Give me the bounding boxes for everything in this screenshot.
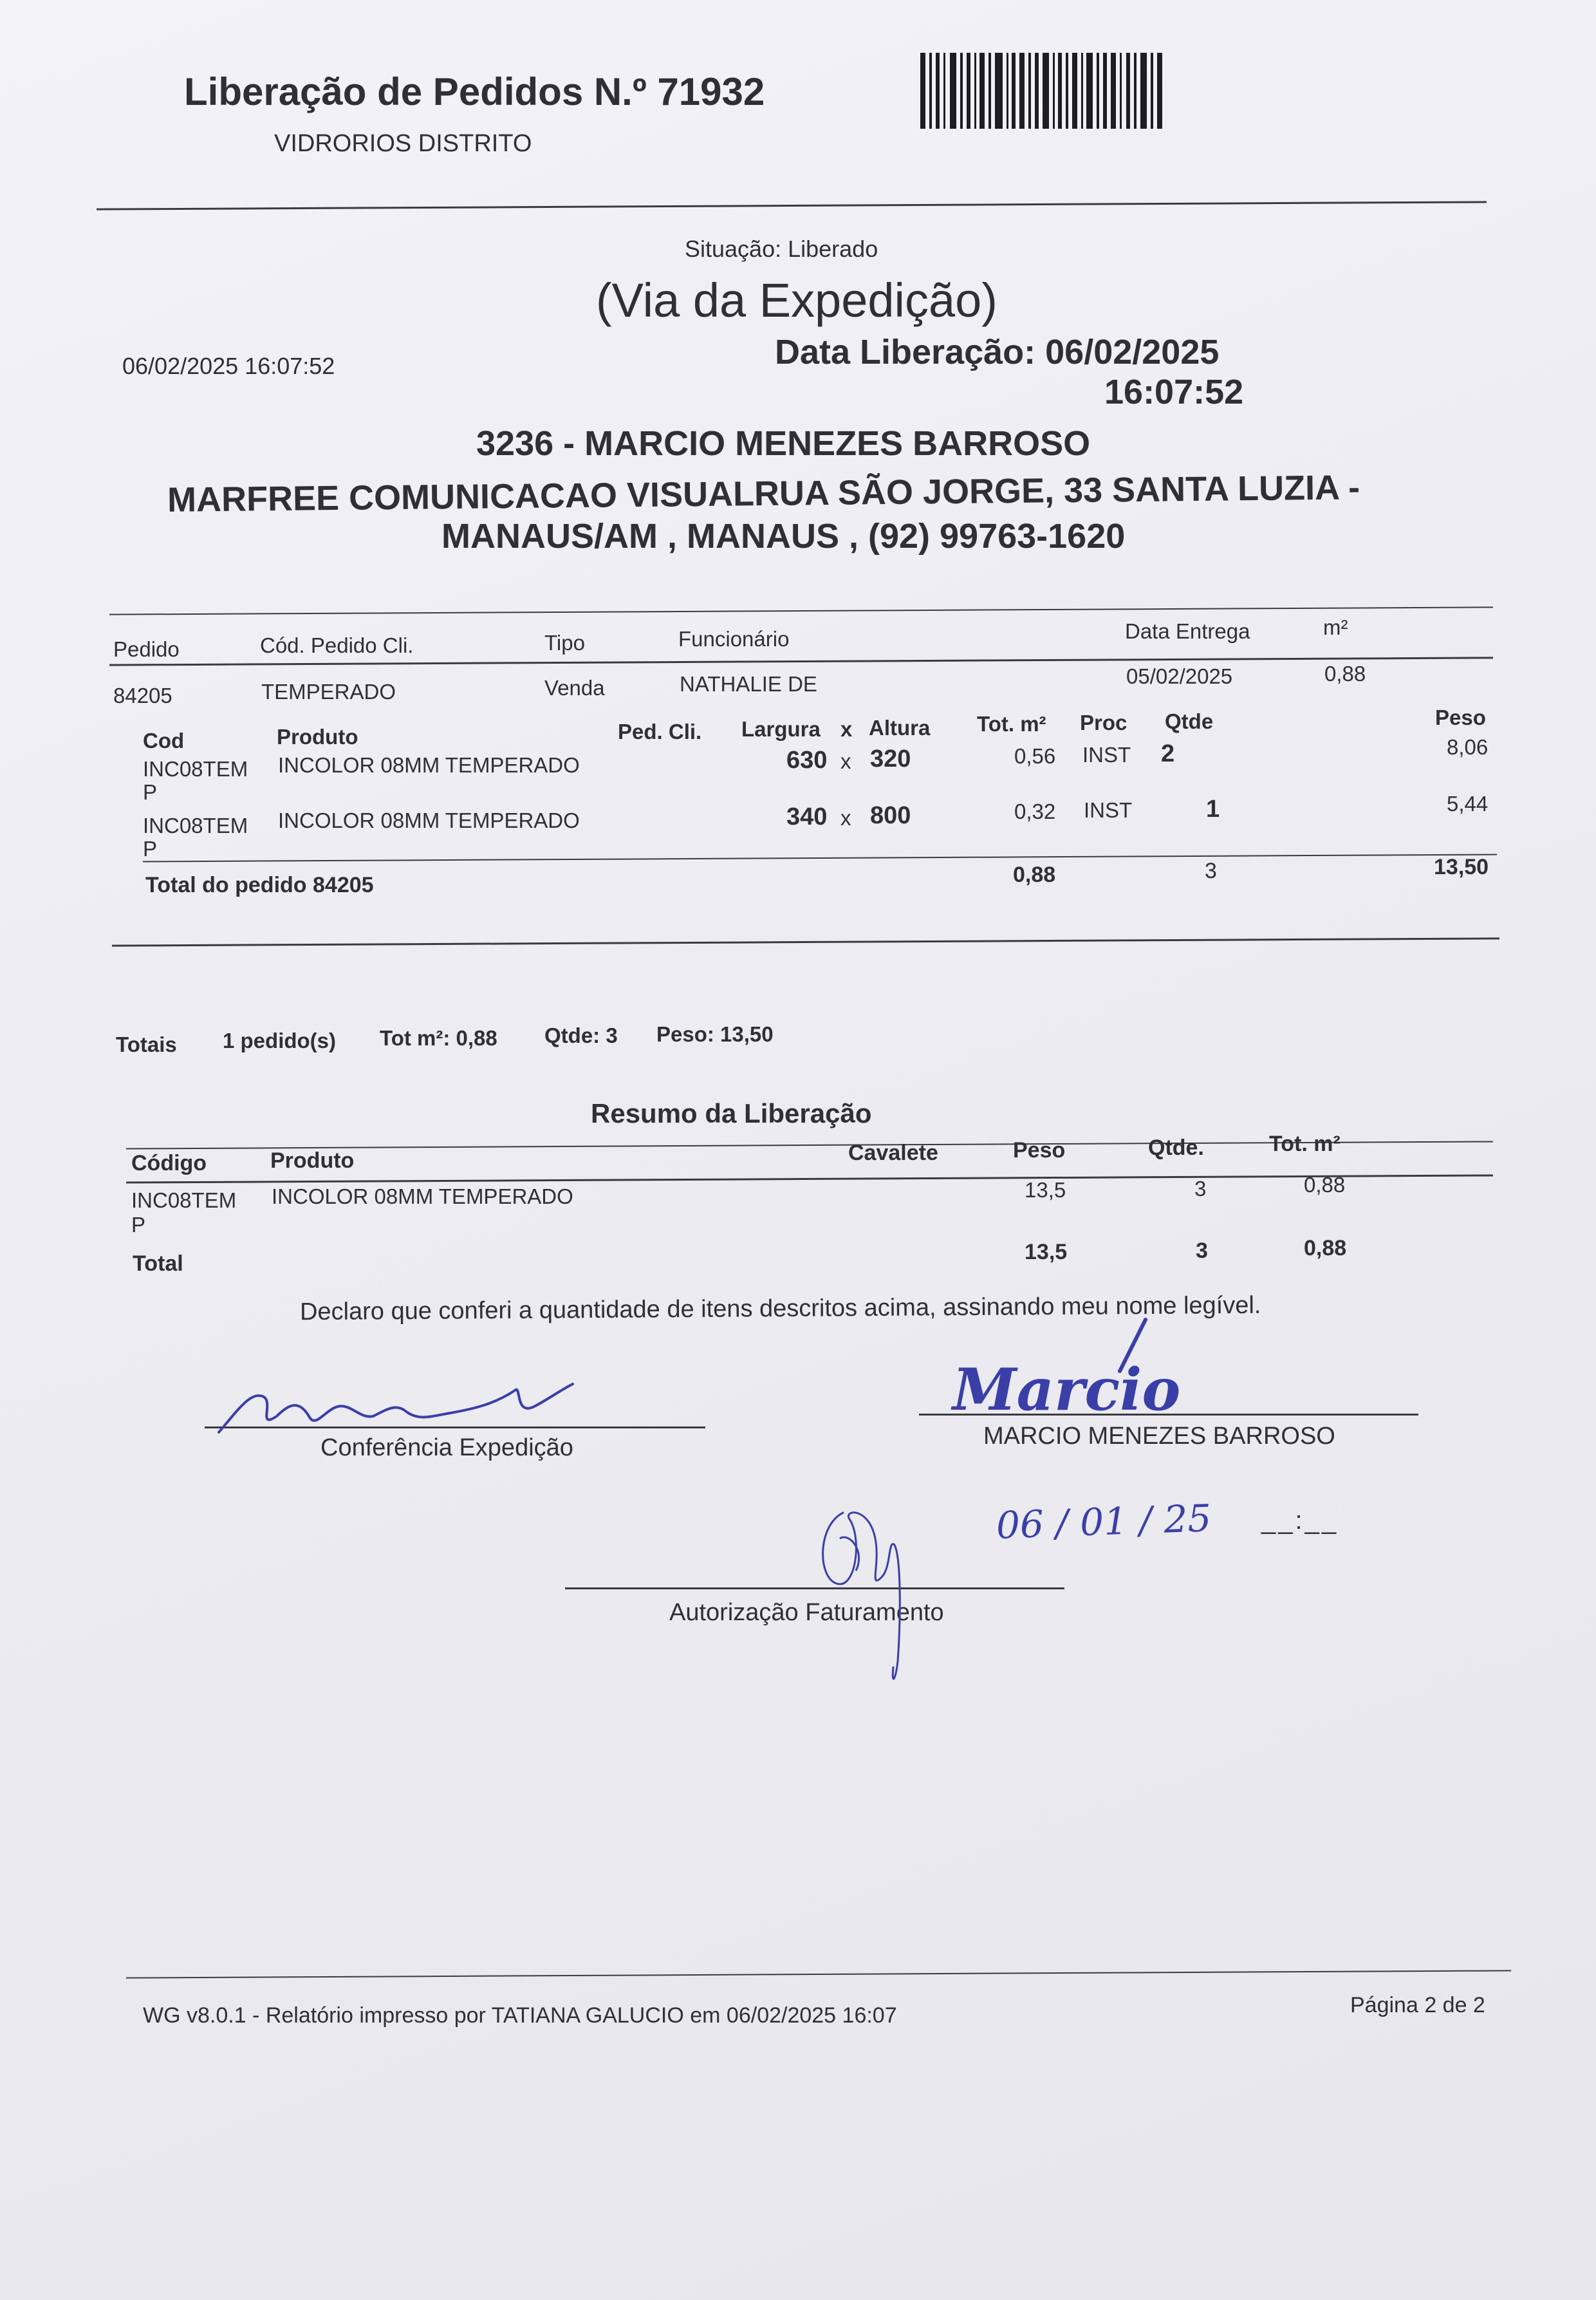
order-number: 84205 — [113, 684, 172, 707]
barcode — [920, 53, 1165, 130]
order-m2: 0,88 — [1324, 662, 1366, 686]
summary-row-product: INCOLOR 08MM TEMPERADO — [272, 1184, 573, 1208]
item-1-code: INC08TEM — [143, 757, 248, 781]
divider — [112, 937, 1499, 946]
summary-title: Resumo da Liberação — [591, 1098, 872, 1128]
order-client-code: TEMPERADO — [261, 680, 396, 704]
col-header-cod-cli: Cód. Pedido Cli. — [260, 633, 414, 657]
items-col-qtde: Qtde — [1165, 709, 1214, 733]
order-total-qty: 3 — [1205, 859, 1217, 883]
autorizacao-signature — [804, 1500, 933, 1693]
summary-col-codigo: Código — [131, 1151, 207, 1175]
order-delivery-date: 05/02/2025 — [1126, 664, 1233, 688]
item-1-proc: INST — [1082, 743, 1131, 767]
svg-text:Marcio: Marcio — [952, 1356, 1181, 1424]
conferencia-signature — [212, 1371, 598, 1442]
conferencia-label: Conferência Expedição — [320, 1434, 573, 1461]
item-2-product: INCOLOR 08MM TEMPERADO — [278, 809, 580, 832]
item-2-proc: INST — [1084, 798, 1133, 822]
totals-m2: Tot m²: 0,88 — [380, 1026, 497, 1050]
summary-col-peso: Peso — [1013, 1138, 1066, 1163]
totals-label: Totais — [116, 1033, 177, 1056]
totals-qty: Qtde: 3 — [544, 1024, 618, 1047]
item-2-width: 340 — [786, 803, 828, 830]
summary-total-m2: 0,88 — [1304, 1236, 1347, 1260]
totals-weight: Peso: 13,50 — [656, 1022, 774, 1046]
order-employee: NATHALIE DE — [680, 672, 817, 696]
summary-row-code-suffix: P — [131, 1213, 146, 1237]
summary-total-label: Total — [133, 1251, 183, 1276]
item-2-qty: 1 — [1206, 796, 1220, 823]
items-col-x: x — [840, 717, 853, 741]
order-total-weight: 13,50 — [1434, 855, 1489, 879]
client-address-line1: MARFREE COMUNICACAO VISUALRUA SÃO JORGE, 33 SANTA LUZIA - — [167, 468, 1360, 519]
autorizacao-label: Autorização Faturamento — [669, 1599, 944, 1626]
summary-row-code: INC08TEM — [131, 1188, 237, 1212]
client-name: 3236 - MARCIO MENEZES BARROSO — [476, 424, 1091, 463]
items-col-ped-cli: Ped. Cli. — [618, 720, 702, 743]
handwritten-date: 06 / 01 / 25 — [995, 1496, 1212, 1547]
item-1-tot-m2: 0,56 — [1014, 744, 1056, 768]
items-col-peso: Peso — [1435, 706, 1486, 729]
item-1-height: 320 — [870, 745, 911, 772]
divider — [109, 657, 1493, 666]
summary-row-weight: 13,5 — [1025, 1178, 1066, 1202]
document-title: Liberação de Pedidos N.º 71932 — [184, 70, 765, 113]
item-2-height: 800 — [870, 802, 911, 829]
status-text: Situação: Liberado — [685, 236, 878, 262]
item-1-qty: 2 — [1161, 740, 1175, 767]
divider — [143, 854, 1497, 862]
divider — [126, 1970, 1511, 1978]
col-header-tipo: Tipo — [544, 631, 585, 655]
item-1-x: x — [840, 749, 851, 773]
divider — [126, 1174, 1493, 1183]
col-header-data-entrega: Data Entrega — [1125, 619, 1250, 643]
footer-printed-by: WG v8.0.1 - Relatório impresso por TATIANA GALUCIO em 06/02/2025 16:07 — [143, 2003, 897, 2028]
summary-total-qty: 3 — [1196, 1239, 1208, 1263]
item-2-tot-m2: 0,32 — [1014, 799, 1056, 823]
item-1-product: INCOLOR 08MM TEMPERADO — [278, 753, 580, 777]
items-col-proc: Proc — [1080, 711, 1127, 734]
company-name: VIDRORIOS DISTRITO — [274, 130, 532, 157]
client-signature — [914, 1313, 1236, 1429]
summary-row-m2: 0,88 — [1304, 1173, 1346, 1197]
order-total-label: Total do pedido 84205 — [145, 873, 374, 897]
item-2-code: INC08TEM — [143, 814, 248, 837]
col-header-funcionario: Funcionário — [678, 627, 790, 651]
divider — [97, 201, 1487, 210]
summary-col-tot-m2: Tot. m² — [1269, 1132, 1341, 1156]
col-header-m2: m² — [1323, 615, 1348, 639]
summary-col-cavalete: Cavalete — [848, 1141, 938, 1165]
footer-page-number: Página 2 de 2 — [1350, 1993, 1485, 2017]
summary-col-qtde: Qtde. — [1148, 1136, 1204, 1160]
summary-total-weight: 13,5 — [1025, 1240, 1068, 1264]
divider — [109, 606, 1493, 615]
item-2-code-suffix: P — [143, 837, 158, 861]
item-1-weight: 8,06 — [1447, 735, 1489, 759]
col-header-pedido: Pedido — [113, 637, 180, 661]
print-datetime: 06/02/2025 16:07:52 — [122, 353, 335, 379]
summary-col-produto: Produto — [270, 1148, 355, 1173]
items-col-cod: Cod — [143, 729, 185, 753]
time-blank: __:__ — [1261, 1506, 1339, 1535]
item-1-code-suffix: P — [143, 780, 158, 804]
release-date: Data Liberação: 06/02/2025 — [775, 333, 1220, 371]
item-2-x: x — [840, 806, 851, 830]
item-1-width: 630 — [786, 747, 828, 774]
items-col-produto: Produto — [277, 725, 358, 749]
declaration-text: Declaro que conferi a quantidade de itens descritos acima, assinando meu nome legível. — [299, 1291, 1261, 1326]
client-signature-name: MARCIO MENEZES BARROSO — [983, 1423, 1335, 1450]
items-col-tot-m2: Tot. m² — [977, 712, 1046, 736]
order-type: Venda — [544, 676, 605, 700]
item-2-weight: 5,44 — [1447, 792, 1489, 816]
client-address-line2: MANAUS/AM , MANAUS , (92) 99763-1620 — [441, 517, 1126, 556]
totals-orders: 1 pedido(s) — [223, 1029, 337, 1052]
release-time: 16:07:52 — [1104, 373, 1244, 411]
items-col-altura: Altura — [869, 716, 931, 740]
items-col-largura: Largura — [741, 717, 821, 741]
copy-label: (Via da Expedição) — [596, 274, 998, 327]
summary-row-qty: 3 — [1194, 1177, 1207, 1201]
order-total-m2: 0,88 — [1013, 863, 1056, 887]
